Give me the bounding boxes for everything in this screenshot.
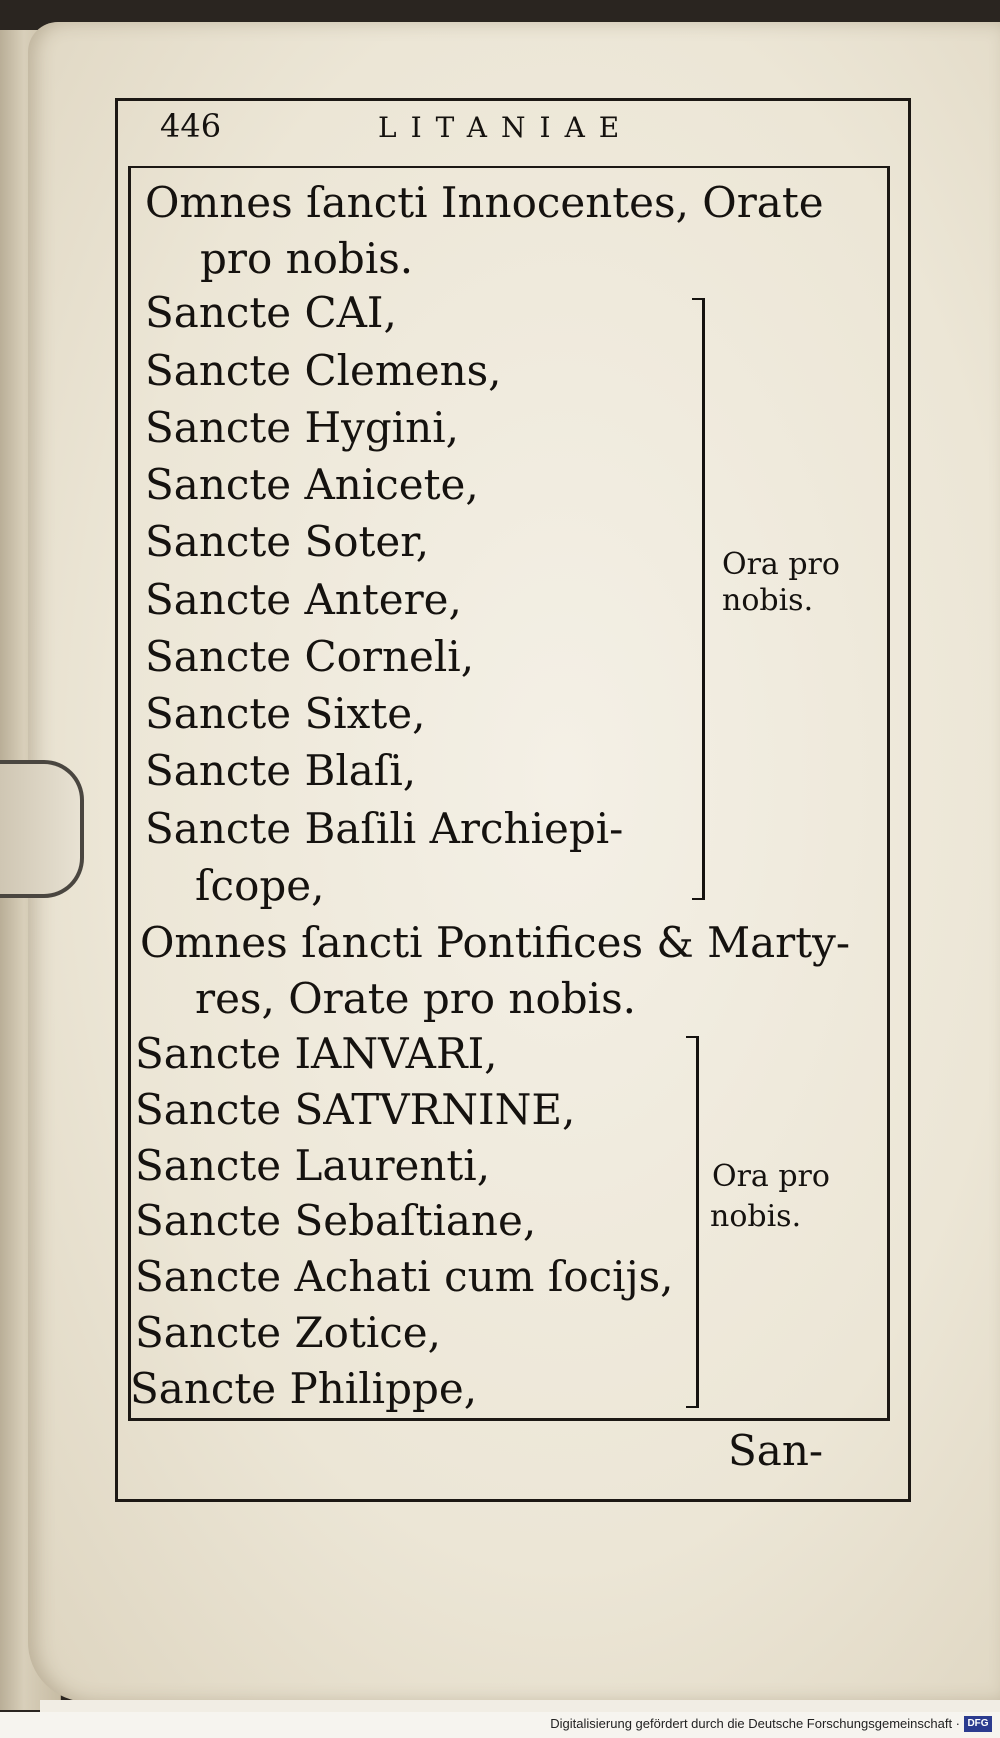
- brace-bracket: [686, 1036, 699, 1408]
- invocation-line: Sancte Sebaſtiane,: [135, 1196, 537, 1245]
- response-line: Ora pro: [712, 1159, 830, 1194]
- catchword: San-: [728, 1426, 824, 1475]
- response-line: nobis.: [710, 1199, 802, 1234]
- invocation-line: Sancte SATVRNINE,: [135, 1085, 576, 1134]
- digitization-credit: Digitalisierung gefördert durch die Deutsche Forschungsgemeinschaft ·: [550, 1716, 960, 1731]
- book-clasp: [0, 760, 84, 898]
- invocation-line: res, Orate pro nobis.: [195, 974, 636, 1023]
- invocation-line: Sancte Anicete,: [145, 460, 479, 509]
- invocation-line: pro nobis.: [200, 234, 414, 283]
- invocation-line: Sancte Clemens,: [145, 346, 502, 395]
- response-line: nobis.: [722, 583, 814, 618]
- running-title: LITANIAE: [378, 111, 634, 144]
- response-line: Ora pro: [722, 547, 840, 582]
- invocation-line: Sancte Baſili Archiepi-: [145, 804, 624, 853]
- invocation-line: Sancte Laurenti,: [135, 1141, 491, 1190]
- invocation-line: Sancte Sixte,: [145, 689, 426, 738]
- invocation-line: Sancte Achati cum ſocijs,: [135, 1252, 674, 1301]
- invocation-line: Sancte Soter,: [145, 517, 430, 566]
- invocation-line: Sancte Zotice,: [135, 1308, 441, 1357]
- invocation-line: Sancte Corneli,: [145, 632, 475, 681]
- brace-bracket: [692, 298, 705, 900]
- invocation-line: Sancte Philippe,: [130, 1364, 478, 1413]
- invocation-line: Sancte CAI,: [145, 288, 397, 337]
- page-number: 446: [160, 107, 222, 145]
- invocation-line: Omnes ſancti Pontifices & Marty-: [140, 918, 851, 967]
- invocation-line: Omnes ſancti Innocentes, Orate: [145, 178, 824, 227]
- invocation-line: ſcope,: [195, 861, 325, 910]
- invocation-line: Sancte Antere,: [145, 575, 462, 624]
- invocation-line: Sancte IANVARI,: [135, 1029, 498, 1078]
- dfg-logo: DFG: [964, 1716, 992, 1732]
- invocation-line: Sancte Hygini,: [145, 403, 459, 452]
- invocation-line: Sancte Blaſi,: [145, 746, 417, 795]
